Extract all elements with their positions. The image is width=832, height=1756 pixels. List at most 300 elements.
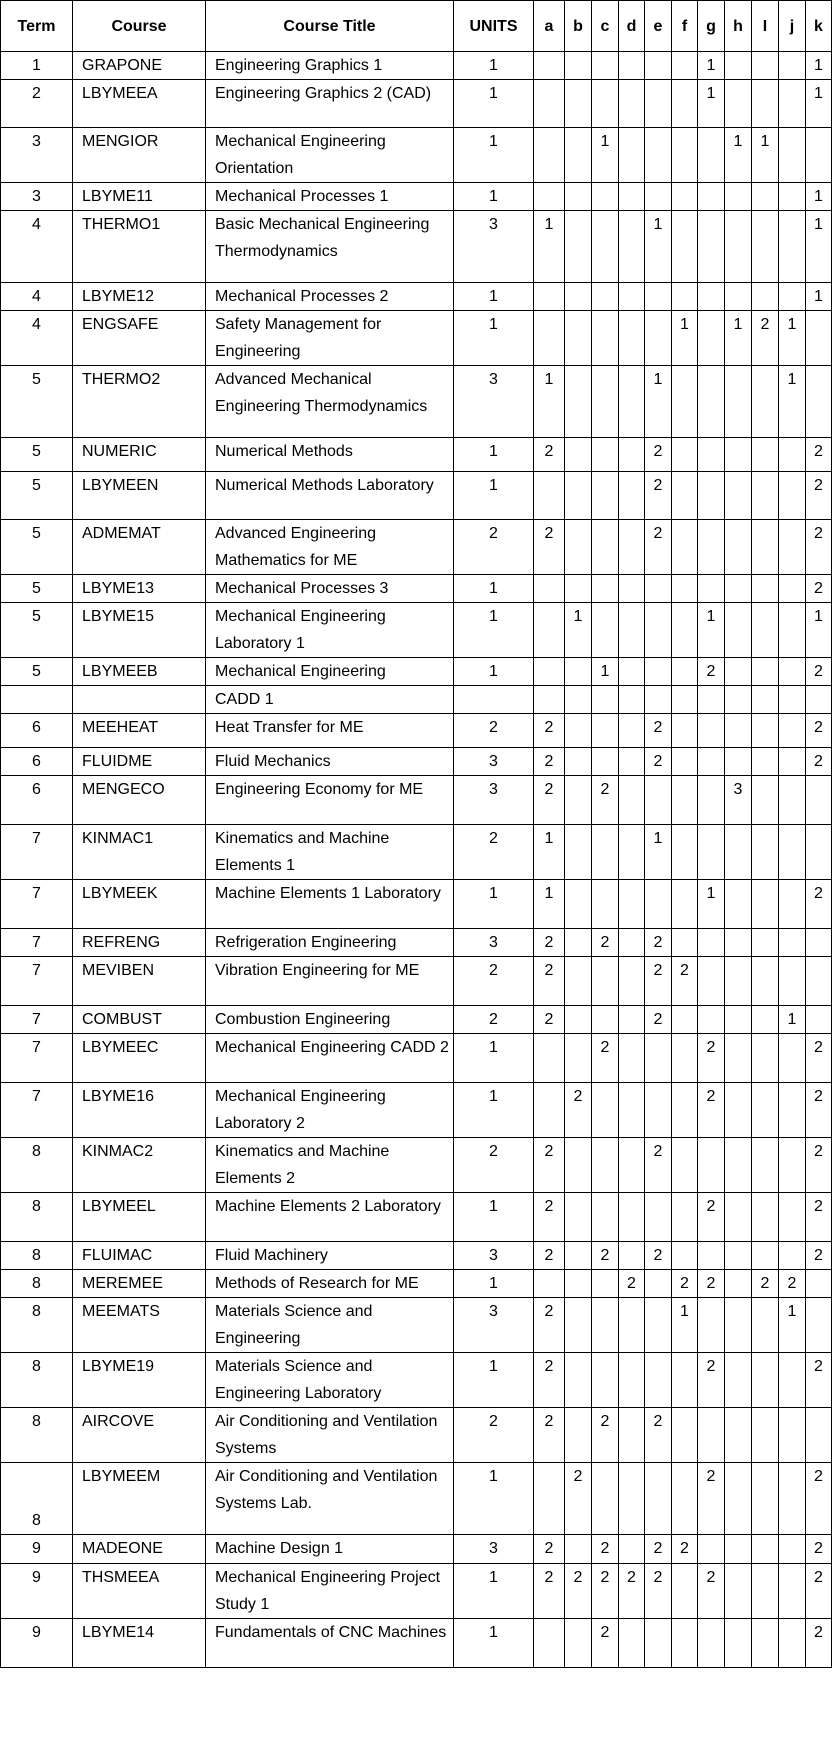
outcome-a-cell: 2: [534, 1193, 565, 1242]
course-code-cell: LBYME11: [73, 183, 206, 211]
outcome-a-cell: [534, 1034, 565, 1083]
outcome-g-cell: 1: [698, 880, 725, 929]
outcome-k-cell: [806, 128, 832, 183]
outcome-f-cell: 2: [672, 957, 698, 1006]
table-row: [1, 1242, 832, 1270]
units-cell: 3: [454, 211, 534, 283]
outcome-h-cell: [725, 1535, 752, 1564]
outcome-a-cell: 2: [534, 714, 565, 748]
outcome-e-cell: [645, 1353, 672, 1408]
outcome-h-cell: [725, 1083, 752, 1138]
outcome-g-cell: 2: [698, 658, 725, 686]
units-cell: 1: [454, 1564, 534, 1619]
outcome-d-cell: [619, 825, 645, 880]
outcome-f-cell: [672, 80, 698, 128]
outcome-i-cell: [752, 472, 779, 520]
outcome-b-cell: [565, 128, 592, 183]
outcome-f-cell: [672, 283, 698, 311]
table-row: [1, 658, 832, 686]
outcome-i-cell: [752, 438, 779, 472]
outcome-b-cell: [565, 183, 592, 211]
outcome-f-cell: [672, 1034, 698, 1083]
outcome-i-cell: [752, 880, 779, 929]
outcome-b-cell: [565, 957, 592, 1006]
outcome-j-cell: 1: [779, 366, 806, 438]
term-cell: 7: [1, 957, 73, 1006]
table-row: [1, 1006, 832, 1034]
term-cell: 9: [1, 1619, 73, 1668]
outcome-b-cell: 2: [565, 1083, 592, 1138]
outcome-a-cell: 2: [534, 1353, 565, 1408]
header-k: k: [806, 1, 832, 52]
course-code-cell: LBYME13: [73, 575, 206, 603]
outcome-k-cell: [806, 366, 832, 438]
outcome-a-cell: [534, 472, 565, 520]
header-i: I: [752, 1, 779, 52]
outcome-a-cell: [534, 1463, 565, 1535]
units-cell: 2: [454, 1408, 534, 1463]
outcome-k-cell: 2: [806, 1083, 832, 1138]
outcome-i-cell: [752, 183, 779, 211]
table-row: [1, 1564, 832, 1619]
term-cell: 5: [1, 575, 73, 603]
header-f: f: [672, 1, 698, 52]
outcome-d-cell: [619, 366, 645, 438]
course-code-cell: THERMO1: [73, 211, 206, 283]
course-code-cell: LBYME12: [73, 283, 206, 311]
outcome-f-cell: [672, 929, 698, 957]
outcome-g-cell: 1: [698, 603, 725, 658]
outcome-b-cell: [565, 211, 592, 283]
outcome-f-cell: [672, 366, 698, 438]
term-cell: 1: [1, 52, 73, 80]
outcome-d-cell: [619, 957, 645, 1006]
outcome-j-cell: [779, 1408, 806, 1463]
outcome-g-cell: 2: [698, 1083, 725, 1138]
outcome-b-cell: [565, 1619, 592, 1668]
outcome-i-cell: [752, 80, 779, 128]
outcome-e-cell: [645, 283, 672, 311]
table-row: [1, 575, 832, 603]
outcome-h-cell: [725, 211, 752, 283]
term-cell: 5: [1, 658, 73, 686]
outcome-i-cell: [752, 1408, 779, 1463]
outcome-g-cell: [698, 1006, 725, 1034]
outcome-g-cell: 2: [698, 1270, 725, 1298]
units-cell: 3: [454, 748, 534, 776]
outcome-c-cell: 2: [592, 1619, 619, 1668]
outcome-f-cell: [672, 1353, 698, 1408]
outcome-h-cell: 3: [725, 776, 752, 825]
outcome-h-cell: [725, 929, 752, 957]
units-cell: 1: [454, 880, 534, 929]
table-row: [1, 520, 832, 575]
outcome-d-cell: [619, 603, 645, 658]
course-code-cell: REFRENG: [73, 929, 206, 957]
outcome-j-cell: 1: [779, 1298, 806, 1353]
outcome-h-cell: [725, 438, 752, 472]
units-cell: 1: [454, 283, 534, 311]
outcome-f-cell: [672, 575, 698, 603]
outcome-h-cell: [725, 825, 752, 880]
outcome-h-cell: [725, 714, 752, 748]
outcome-a-cell: 2: [534, 1408, 565, 1463]
outcome-a-cell: [534, 603, 565, 658]
term-cell: 4: [1, 211, 73, 283]
outcome-e-cell: 2: [645, 438, 672, 472]
outcome-k-cell: [806, 929, 832, 957]
course-code-cell: ADMEMAT: [73, 520, 206, 575]
table-row: [1, 686, 832, 714]
outcome-c-cell: [592, 825, 619, 880]
course-title-cell: Methods of Research for ME: [206, 1270, 454, 1298]
outcome-f-cell: [672, 438, 698, 472]
outcome-k-cell: [806, 1408, 832, 1463]
outcome-d-cell: [619, 311, 645, 366]
outcome-g-cell: [698, 211, 725, 283]
outcome-e-cell: [645, 776, 672, 825]
course-title-cell: Numerical Methods Laboratory: [206, 472, 454, 520]
course-title-cell: Engineering Graphics 1: [206, 52, 454, 80]
outcome-k-cell: 2: [806, 1619, 832, 1668]
outcome-j-cell: [779, 1353, 806, 1408]
outcome-i-cell: [752, 714, 779, 748]
outcome-i-cell: [752, 1083, 779, 1138]
term-cell: 8: [1, 1270, 73, 1298]
outcome-k-cell: 2: [806, 1193, 832, 1242]
table-row: [1, 957, 832, 1006]
outcome-g-cell: [698, 825, 725, 880]
term-cell: 9: [1, 1535, 73, 1564]
units-cell: 3: [454, 776, 534, 825]
outcome-d-cell: [619, 1242, 645, 1270]
course-code-cell: GRAPONE: [73, 52, 206, 80]
course-code-cell: FLUIDME: [73, 748, 206, 776]
table-row: [1, 1535, 832, 1564]
units-cell: 1: [454, 80, 534, 128]
outcome-b-cell: [565, 1193, 592, 1242]
units-cell: 3: [454, 366, 534, 438]
outcome-i-cell: [752, 1463, 779, 1535]
outcome-f-cell: [672, 52, 698, 80]
course-title-cell: Mechanical Engineering Orientation: [206, 128, 454, 183]
outcome-a-cell: [534, 183, 565, 211]
course-title-cell: Combustion Engineering: [206, 1006, 454, 1034]
outcome-k-cell: 2: [806, 658, 832, 686]
outcome-b-cell: [565, 366, 592, 438]
outcome-j-cell: [779, 438, 806, 472]
outcome-h-cell: [725, 183, 752, 211]
header-h: h: [725, 1, 752, 52]
course-code-cell: KINMAC2: [73, 1138, 206, 1193]
outcome-k-cell: 1: [806, 211, 832, 283]
outcome-h-cell: [725, 283, 752, 311]
term-cell: 2: [1, 80, 73, 128]
term-cell: 5: [1, 472, 73, 520]
outcome-h-cell: [725, 366, 752, 438]
outcome-h-cell: [725, 80, 752, 128]
outcome-e-cell: 2: [645, 957, 672, 1006]
outcome-a-cell: [534, 283, 565, 311]
outcome-a-cell: 1: [534, 825, 565, 880]
outcome-k-cell: 2: [806, 438, 832, 472]
outcome-e-cell: [645, 880, 672, 929]
outcome-h-cell: [725, 1034, 752, 1083]
course-code-cell: ENGSAFE: [73, 311, 206, 366]
outcome-d-cell: [619, 1619, 645, 1668]
outcome-f-cell: [672, 714, 698, 748]
outcome-f-cell: [672, 1564, 698, 1619]
outcome-b-cell: [565, 1034, 592, 1083]
outcome-e-cell: [645, 128, 672, 183]
outcome-f-cell: [672, 1083, 698, 1138]
term-cell: 8: [1, 1408, 73, 1463]
outcome-h-cell: [725, 1193, 752, 1242]
outcome-f-cell: 2: [672, 1270, 698, 1298]
course-code-cell: MEREMEE: [73, 1270, 206, 1298]
outcome-e-cell: 2: [645, 748, 672, 776]
outcome-c-cell: [592, 366, 619, 438]
units-cell: 3: [454, 1535, 534, 1564]
outcome-i-cell: [752, 520, 779, 575]
outcome-c-cell: 1: [592, 658, 619, 686]
units-cell: 1: [454, 52, 534, 80]
outcome-c-cell: [592, 603, 619, 658]
outcome-c-cell: [592, 311, 619, 366]
outcome-c-cell: [592, 1353, 619, 1408]
outcome-d-cell: [619, 1193, 645, 1242]
outcome-h-cell: 1: [725, 128, 752, 183]
outcome-g-cell: [698, 438, 725, 472]
outcome-d-cell: [619, 1535, 645, 1564]
outcome-j-cell: [779, 1193, 806, 1242]
outcome-b-cell: [565, 520, 592, 575]
term-cell: 5: [1, 438, 73, 472]
course-code-cell: MADEONE: [73, 1535, 206, 1564]
outcome-c-cell: [592, 1138, 619, 1193]
outcome-d-cell: [619, 520, 645, 575]
course-code-cell: THSMEEA: [73, 1564, 206, 1619]
outcome-f-cell: [672, 1138, 698, 1193]
outcome-h-cell: [725, 1270, 752, 1298]
outcome-e-cell: [645, 1298, 672, 1353]
term-cell: 7: [1, 1083, 73, 1138]
outcome-c-cell: [592, 880, 619, 929]
outcome-d-cell: [619, 1138, 645, 1193]
outcome-g-cell: [698, 714, 725, 748]
outcome-d-cell: [619, 1353, 645, 1408]
outcome-i-cell: [752, 211, 779, 283]
outcome-h-cell: [725, 603, 752, 658]
outcome-b-cell: [565, 776, 592, 825]
course-code-cell: LBYMEEL: [73, 1193, 206, 1242]
outcome-k-cell: 2: [806, 1138, 832, 1193]
header-c: c: [592, 1, 619, 52]
header-a: a: [534, 1, 565, 52]
outcome-b-cell: [565, 1242, 592, 1270]
outcome-g-cell: [698, 776, 725, 825]
outcome-f-cell: 1: [672, 1298, 698, 1353]
outcome-j-cell: [779, 1564, 806, 1619]
header-j: j: [779, 1, 806, 52]
outcome-i-cell: [752, 1242, 779, 1270]
outcome-i-cell: [752, 366, 779, 438]
outcome-k-cell: 1: [806, 603, 832, 658]
course-title-cell: Fluid Machinery: [206, 1242, 454, 1270]
outcome-b-cell: [565, 658, 592, 686]
outcome-f-cell: [672, 183, 698, 211]
outcome-f-cell: 2: [672, 1535, 698, 1564]
outcome-d-cell: [619, 80, 645, 128]
outcome-d-cell: [619, 438, 645, 472]
outcome-f-cell: [672, 603, 698, 658]
outcome-d-cell: [619, 748, 645, 776]
outcome-i-cell: [752, 283, 779, 311]
term-cell: 3: [1, 128, 73, 183]
outcome-f-cell: [672, 128, 698, 183]
outcome-a-cell: 2: [534, 1006, 565, 1034]
outcome-c-cell: [592, 1006, 619, 1034]
outcome-e-cell: 2: [645, 714, 672, 748]
course-code-cell: LBYMEEM: [73, 1463, 206, 1535]
outcome-j-cell: [779, 80, 806, 128]
outcome-e-cell: 2: [645, 1138, 672, 1193]
term-cell: 6: [1, 776, 73, 825]
outcome-c-cell: [592, 211, 619, 283]
table-row: [1, 1270, 832, 1298]
course-title-cell: Numerical Methods: [206, 438, 454, 472]
outcome-k-cell: 2: [806, 1535, 832, 1564]
header-course: Course: [73, 1, 206, 52]
outcome-g-cell: 2: [698, 1463, 725, 1535]
outcome-e-cell: 1: [645, 825, 672, 880]
outcome-k-cell: 1: [806, 183, 832, 211]
outcome-a-cell: 2: [534, 929, 565, 957]
outcome-k-cell: [806, 776, 832, 825]
outcome-a-cell: 2: [534, 1138, 565, 1193]
outcome-g-cell: [698, 366, 725, 438]
course-code-cell: LBYMEEK: [73, 880, 206, 929]
outcome-a-cell: 2: [534, 438, 565, 472]
course-title-cell: Mechanical Engineering Laboratory 2: [206, 1083, 454, 1138]
outcome-g-cell: [698, 929, 725, 957]
outcome-i-cell: 2: [752, 1270, 779, 1298]
outcome-h-cell: [725, 1463, 752, 1535]
units-cell: 1: [454, 575, 534, 603]
outcome-d-cell: [619, 183, 645, 211]
outcome-j-cell: [779, 1034, 806, 1083]
outcome-e-cell: [645, 686, 672, 714]
outcome-b-cell: [565, 1353, 592, 1408]
term-cell: 5: [1, 366, 73, 438]
table-header-row: [1, 1, 832, 52]
outcome-g-cell: [698, 1408, 725, 1463]
course-title-cell: Engineering Graphics 2 (CAD): [206, 80, 454, 128]
outcome-h-cell: [725, 575, 752, 603]
outcome-d-cell: 2: [619, 1270, 645, 1298]
course-code-cell: LBYME15: [73, 603, 206, 658]
units-cell: [454, 686, 534, 714]
units-cell: 2: [454, 957, 534, 1006]
course-title-cell: Advanced Engineering Mathematics for ME: [206, 520, 454, 575]
outcome-a-cell: [534, 1619, 565, 1668]
table-row: [1, 52, 832, 80]
table-row: [1, 80, 832, 128]
term-cell: 8: [1, 1353, 73, 1408]
outcome-b-cell: [565, 825, 592, 880]
outcome-i-cell: [752, 1535, 779, 1564]
outcome-c-cell: [592, 283, 619, 311]
outcome-h-cell: [725, 1242, 752, 1270]
table-row: [1, 1619, 832, 1668]
outcome-g-cell: [698, 957, 725, 1006]
outcome-d-cell: [619, 686, 645, 714]
outcome-c-cell: [592, 1193, 619, 1242]
units-cell: 1: [454, 472, 534, 520]
outcome-i-cell: [752, 1353, 779, 1408]
outcome-k-cell: 1: [806, 80, 832, 128]
outcome-h-cell: [725, 1138, 752, 1193]
units-cell: 1: [454, 128, 534, 183]
units-cell: 1: [454, 603, 534, 658]
table-row: [1, 603, 832, 658]
outcome-i-cell: [752, 929, 779, 957]
outcome-a-cell: [534, 311, 565, 366]
outcome-e-cell: 2: [645, 1535, 672, 1564]
outcome-d-cell: [619, 658, 645, 686]
outcome-e-cell: [645, 52, 672, 80]
header-g: g: [698, 1, 725, 52]
outcome-c-cell: [592, 957, 619, 1006]
course-title-cell: Mechanical Engineering Laboratory 1: [206, 603, 454, 658]
outcome-i-cell: 1: [752, 128, 779, 183]
outcome-a-cell: [534, 1270, 565, 1298]
term-cell: 5: [1, 603, 73, 658]
outcome-f-cell: [672, 880, 698, 929]
outcome-a-cell: 2: [534, 1535, 565, 1564]
outcome-f-cell: [672, 1408, 698, 1463]
outcome-c-cell: 1: [592, 128, 619, 183]
term-cell: [1, 686, 73, 714]
course-code-cell: [73, 686, 206, 714]
outcome-e-cell: 1: [645, 366, 672, 438]
outcome-k-cell: [806, 686, 832, 714]
outcome-b-cell: [565, 1298, 592, 1353]
outcome-c-cell: [592, 1298, 619, 1353]
outcome-c-cell: [592, 472, 619, 520]
outcome-e-cell: [645, 1270, 672, 1298]
outcome-j-cell: [779, 183, 806, 211]
course-code-cell: FLUIMAC: [73, 1242, 206, 1270]
outcome-e-cell: 2: [645, 1006, 672, 1034]
outcome-c-cell: [592, 1463, 619, 1535]
course-code-cell: LBYME19: [73, 1353, 206, 1408]
outcome-j-cell: [779, 1242, 806, 1270]
table-row: [1, 366, 832, 438]
table-row: [1, 748, 832, 776]
course-title-cell: Heat Transfer for ME: [206, 714, 454, 748]
outcome-e-cell: 2: [645, 1564, 672, 1619]
course-title-cell: Materials Science and Engineering: [206, 1298, 454, 1353]
outcome-j-cell: 1: [779, 1006, 806, 1034]
outcome-j-cell: [779, 957, 806, 1006]
outcome-g-cell: [698, 1298, 725, 1353]
term-cell: 9: [1, 1564, 73, 1619]
outcome-i-cell: [752, 658, 779, 686]
outcome-c-cell: 2: [592, 776, 619, 825]
outcome-f-cell: [672, 520, 698, 575]
outcome-d-cell: [619, 880, 645, 929]
